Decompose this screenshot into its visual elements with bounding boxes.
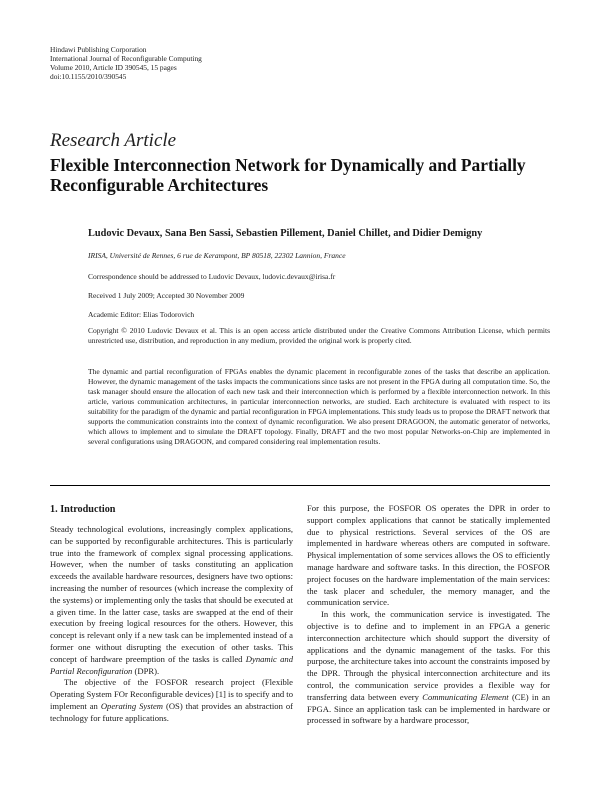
correspondence: Correspondence should be addressed to Ludovic Devaux, ludovic.devaux@irisa.fr (88, 272, 336, 281)
intro-paragraph-2 (50, 677, 293, 724)
journal-masthead (50, 45, 202, 81)
received-accepted-dates: Received 1 July 2009; Accepted 30 November 2009 (88, 291, 245, 300)
intro-paragraph-4-text-a: In this work, the communication service is investigated. The objective is to define and to implement in an FPGA a generic interconnection architecture which should support the diversity of applications and the dynamic management of the tasks. For this purpose, the architecture takes into account the constraints imposed by the DPR. Through the physical interconnection architecture and its control, the communication service provides a flexible way for transferring data between every (307, 609, 550, 702)
section-heading-introduction: 1. Introduction (50, 504, 116, 515)
affiliation: IRISA, Université de Rennes, 6 rue de Kerampont, BP 80518, 22302 Lannion, France (88, 251, 346, 260)
journal-line: International Journal of Reconfigurable Computing (50, 54, 202, 63)
intro-paragraph-4-emphasis: Communicating Element (422, 691, 509, 702)
intro-paragraph-1-end: (DPR). (134, 665, 160, 676)
article-type: Research Article (50, 130, 177, 151)
intro-paragraph-4-text-b: (CE) in an FPGA. Since an application task can be implemented in hardware or processed in software by a hardware processor, (307, 691, 551, 726)
publisher-line: Hindawi Publishing Corporation (50, 45, 147, 54)
doi-line: doi:10.1155/2010/390545 (50, 72, 127, 81)
section-divider (50, 485, 550, 486)
intro-paragraph-1-text: Steady technological evolutions, increasingly complex applications, can be supported by reconfigurable architectures. This is particularly true into the framework of complex signal processing applications. However, when the number of tasks constituting an application exceeds the available hardware resources, designers have two options: increasing the number of resources (which increase the complexity of the systems) or implementing only the tasks that should be executed at a given time. In the latter case, tasks are swapped at the end of their execution by freeing logical resources for the others. However, this concept is relevant only if a new task can be implemented instead of a former one without disrupting the execution of other tasks. This concept of hardware preemption of the tasks is called (50, 524, 293, 664)
intro-paragraph-2-text-b: (OS) that provides an abstraction of technology for future applications. (50, 700, 294, 723)
abstract: The dynamic and partial reconfiguration of FPGAs enables the dynamic placement in reconfigurable zones of the tasks that describe an application. However, the dynamic management of the tasks impacts the communications since tasks are not present in the FPGA during all computation time. So, the task manager should ensure the allocation of each new task and their interconnection which is performed by a flexible interconnection network. In this article, various communication architectures, in particular interconnection networks, are studied. Each architecture is evaluated with respect to its suitability for the paradigm of the dynamic and partial reconfiguration in FPGA implementations. This study leads us to propose the DRAFT network that supports the communication constraints into the context of dynamic reconfiguration. We also present DRAGOON, the automatic generator of networks, which allows to implement and to simulate the DRAFT topology. Finally, DRAFT and the two most popular Networks-on-Chip are implemented in several configurations using DRAGOON, and compared considering real implementation results. (88, 367, 550, 446)
intro-paragraph-1-emphasis: Dynamic and Partial Reconfiguration (50, 653, 294, 676)
intro-paragraph-2-text-a: The objective of the FOSFOR research project (Flexible Operating System FOr Reconfigurable devices) [1] is to specify and to implement an (50, 677, 293, 711)
intro-paragraph-4 (307, 609, 550, 727)
volume-line: Volume 2010, Article ID 390545, 15 pages (50, 63, 177, 72)
academic-editor: Academic Editor: Elias Todorovich (88, 310, 195, 319)
copyright-notice: Copyright © 2010 Ludovic Devaux et al. This is an open access article distributed under the Creative Commons Attribution License, which permits unrestricted use, distribution, and reproduction in any medium, provided the original work is properly cited. (88, 326, 550, 345)
right-column (307, 503, 550, 727)
article-title: Flexible Interconnection Network for Dynamically and Partially Reconfigurable Architectures (50, 155, 526, 195)
author-list: Ludovic Devaux, Sana Ben Sassi, Sebastien Pillement, Daniel Chillet, and Didier Demigny (88, 228, 483, 239)
intro-paragraph-1 (50, 524, 293, 677)
intro-paragraph-3: For this purpose, the FOSFOR OS operates the DPR in order to support complex applications that cannot be statically implemented due to physical restrictions. Several services of the OS are implemented in hardware whereas others are computed in software. Physical implementation of some services allows the OS to efficiently manage hardware and software tasks. In this direction, the FOSFOR project focuses on the hardware implementation of the main services: the task placer and scheduler, the memory manager, and the communication service. (307, 503, 550, 608)
intro-paragraph-2-emphasis: Operating System (100, 700, 163, 711)
left-column (50, 503, 293, 725)
